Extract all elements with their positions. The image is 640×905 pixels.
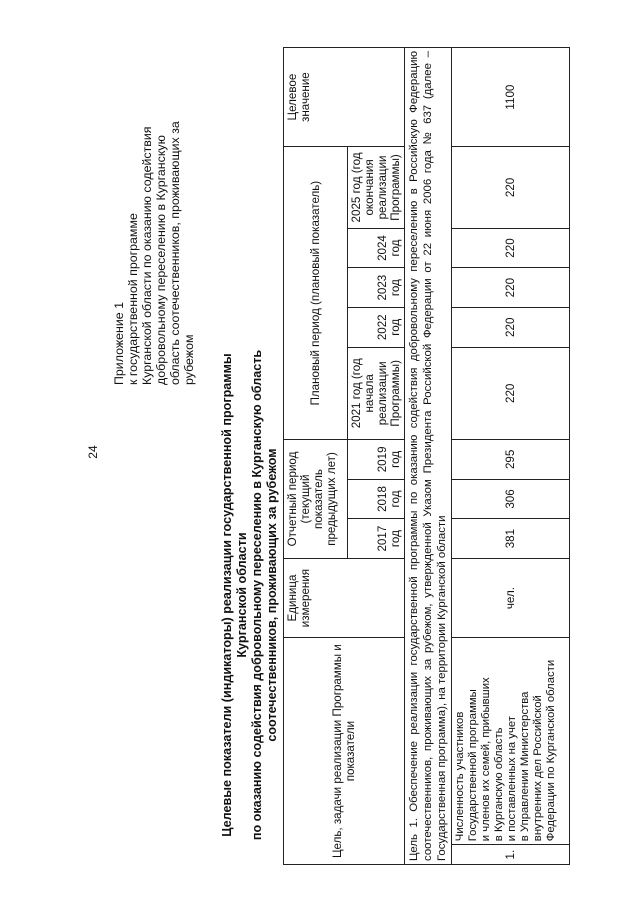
appendix-line: Приложение 1 (112, 301, 126, 385)
value-2023: 220 (452, 268, 570, 308)
appendix-line: к государственной программе (126, 213, 140, 385)
header-year-2024: 2024 год (348, 228, 405, 268)
row-label-line: и поставленных на учет (506, 716, 518, 842)
appendix-line: Курганской области по оказанию содействия (140, 126, 154, 385)
value-2021: 220 (452, 347, 570, 439)
title-line: по оказанию содействия добровольному переселению в Курганскую область (250, 349, 264, 841)
row-number: 1. (452, 845, 570, 865)
value-2025: 220 (452, 147, 570, 229)
row-label-line: Федерации по Курганской области (545, 659, 557, 842)
row-label-line: внутренних дел Российской (532, 695, 544, 842)
appendix-line: рубежом (182, 334, 196, 385)
document-title (220, 325, 280, 865)
header-year-2018: 2018 год (348, 479, 405, 519)
header-year-2019: 2019 год (348, 440, 405, 480)
indicators-table (283, 47, 570, 865)
header-year-2022: 2022 год (348, 307, 405, 347)
header-unit: Единица измерения (284, 558, 405, 637)
header-year-2017: 2017 год (348, 519, 405, 559)
row-unit: чел. (452, 558, 570, 637)
header-goal: Цель, задачи реализации Программы и показатели (284, 638, 405, 865)
title-line: Целевые показатели (индикаторы) реализации государственной программы Курганской области (220, 353, 249, 837)
appendix-line: область соотечественников, проживающих за (168, 121, 182, 385)
header-planning-period: Плановый период (плановый показатель) (284, 147, 348, 440)
value-2017: 381 (452, 519, 570, 559)
value-2024: 220 (452, 228, 570, 268)
value-target: 1100 (452, 48, 570, 147)
row-label (452, 638, 570, 845)
header-target-value: Целевое значение (284, 48, 405, 147)
value-2019: 295 (452, 440, 570, 480)
value-2018: 306 (452, 479, 570, 519)
row-label-line: и членов их семей, прибывших (480, 677, 492, 842)
row-label-line: в Управлении Министерства (519, 691, 531, 842)
row-label-line: Численность участников (454, 711, 466, 842)
row-label-line: в Курганскую область (493, 727, 505, 842)
header-year-2025: 2025 год (год окончания реализации Программы) (348, 147, 405, 229)
header-year-2023: 2023 год (348, 268, 405, 308)
goal-1-row: Цель 1. Обеспечение реализации государственной программы по оказанию содействия добровольному переселению в Российскую Федерацию соотечественников, проживающих за рубежом, утвержденной Указом Президента Российской Федерации от 22 июня 2006 года № 637 (далее – Государственная программа), на территории Курганской области (405, 48, 452, 865)
header-year-2021: 2021 год (год начала реализации Программы) (348, 347, 405, 439)
value-2022: 220 (452, 307, 570, 347)
table-row (452, 48, 570, 865)
page-number: 24 (86, 445, 100, 459)
row-label-line: Государственной программы (467, 689, 479, 842)
title-line: соотечественников, проживающих за рубежом (265, 448, 279, 742)
appendix-line: добровольному переселению в Курганскую (154, 135, 168, 385)
header-reporting-period: Отчетный период (текущий показатель предыдущих лет) (284, 440, 348, 559)
appendix-note (112, 15, 196, 385)
